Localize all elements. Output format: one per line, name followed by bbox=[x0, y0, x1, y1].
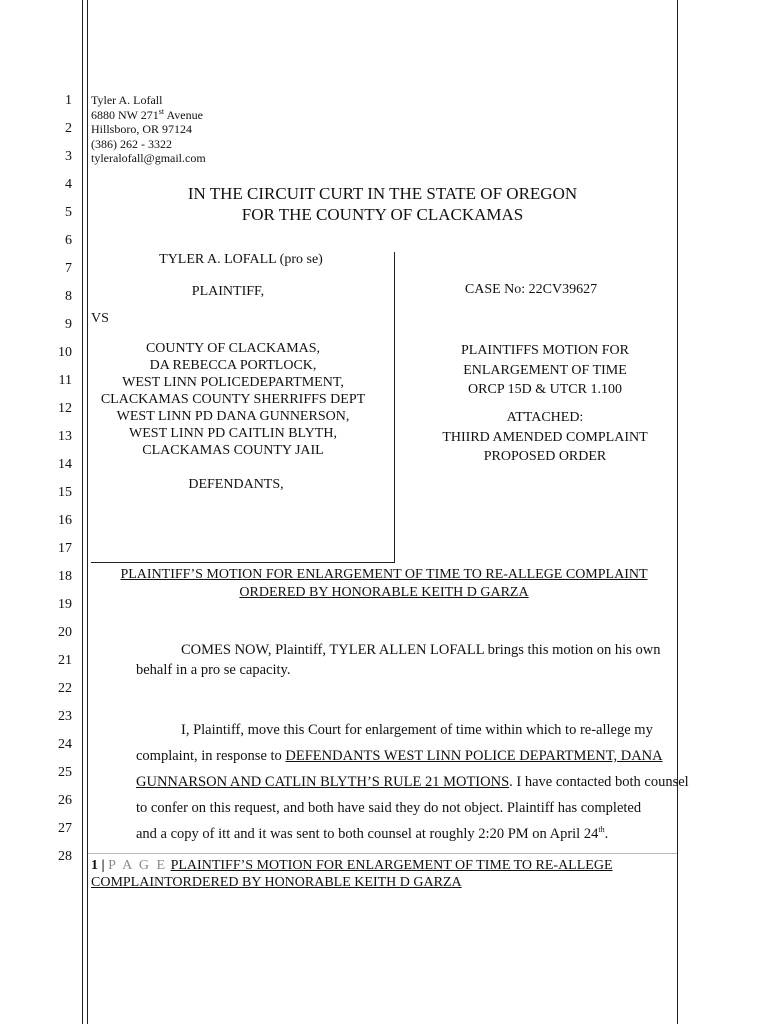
paragraph-2-line-5 bbox=[136, 821, 608, 847]
defendant-item: WEST LINN POLICEDEPARTMENT, bbox=[122, 375, 344, 390]
page-footer bbox=[91, 857, 613, 891]
party-city: Hillsboro, OR 97124 bbox=[91, 122, 193, 136]
paragraph-1-line-1: COMES NOW, Plaintiff, TYLER ALLEN LOFALL brings this motion on his own bbox=[181, 642, 661, 658]
paragraph-2-underlined-text: GUNNARSON AND CATLIN BLYTH’S RULE 21 MOTIONS bbox=[136, 774, 510, 790]
line-number: 27 bbox=[58, 821, 72, 836]
defendant-item: CLACKAMAS COUNTY SHERRIFFS DEPT bbox=[100, 392, 366, 407]
paragraph-2-text: . bbox=[604, 826, 609, 842]
line-number: 23 bbox=[58, 709, 72, 724]
line-number: 8 bbox=[65, 289, 72, 304]
defendant-item: WEST LINN PD DANA GUNNERSON, bbox=[116, 409, 350, 424]
line-number: 4 bbox=[65, 177, 72, 192]
footer-rule bbox=[88, 853, 677, 854]
court-heading-line1: IN THE CIRCUIT CURT IN THE STATE OF OREGON bbox=[187, 184, 578, 203]
plaintiff-role: PLAINTIFF, bbox=[191, 284, 265, 299]
party-email: tyleralofall@gmail.com bbox=[91, 151, 206, 165]
line-number: 9 bbox=[65, 317, 72, 332]
page-word: P A G E bbox=[108, 858, 168, 873]
motion-title-block bbox=[396, 341, 694, 400]
defendants-list bbox=[88, 340, 378, 459]
footer-title-line2: COMPLAINTORDERED BY HONORABLE KEITH D GARZA bbox=[91, 875, 462, 890]
line-number: 1 bbox=[65, 93, 72, 108]
paragraph-2-line-2 bbox=[136, 743, 663, 769]
paragraph-2-line-3 bbox=[136, 769, 689, 795]
paragraph-2-text: and a copy of itt and it was sent to both counsel at roughly 2:20 PM on April 24 bbox=[136, 826, 599, 842]
party-address-block bbox=[91, 93, 206, 166]
line-number: 20 bbox=[58, 625, 72, 640]
left-margin-rule-inner bbox=[87, 0, 88, 1024]
line-number: 11 bbox=[58, 373, 72, 388]
line-number: 12 bbox=[58, 401, 72, 416]
party-name: Tyler A. Lofall bbox=[91, 93, 163, 107]
line-number: 19 bbox=[58, 597, 72, 612]
line-number: 26 bbox=[58, 793, 72, 808]
ordinal-suffix: th bbox=[598, 825, 605, 835]
line-number: 21 bbox=[58, 653, 72, 668]
line-number: 22 bbox=[58, 681, 72, 696]
party-phone: (386) 262 - 3322 bbox=[91, 136, 172, 151]
line-number: 25 bbox=[58, 765, 72, 780]
case-number: CASE No: 22CV39627 bbox=[464, 282, 598, 297]
page-number: 1 bbox=[91, 858, 98, 873]
line-number: 15 bbox=[58, 485, 72, 500]
footer-title-line1: PLAINTIFF’S MOTION FOR ENLARGEMENT OF TIME TO RE-ALLEGE bbox=[170, 858, 613, 873]
footer-line-1 bbox=[91, 857, 613, 874]
line-number: 7 bbox=[65, 261, 72, 276]
line-number: 28 bbox=[58, 849, 72, 864]
caption-divider-horizontal bbox=[91, 562, 395, 563]
attachment-item: PROPOSED ORDER bbox=[483, 449, 607, 464]
footer-separator: | bbox=[101, 858, 105, 873]
motion-title-line: ENLARGEMENT OF TIME bbox=[463, 362, 627, 378]
paragraph-2-line-4: to confer on this request, and both have said they do not object. Plaintiff has completed bbox=[136, 800, 642, 816]
motion-title-line: ORCP 15D & UTCR 1.100 bbox=[468, 382, 622, 397]
attachments-label: ATTACHED: bbox=[506, 410, 584, 425]
paragraph-2-underlined-text: DEFENDANTS WEST LINN POLICE DEPARTMENT, DANA bbox=[285, 748, 663, 764]
line-number: 18 bbox=[58, 569, 72, 584]
street-suffix: Avenue bbox=[164, 107, 203, 122]
defendants-role: DEFENDANTS, bbox=[188, 477, 284, 492]
line-number: 2 bbox=[65, 121, 72, 136]
line-number: 16 bbox=[58, 513, 72, 528]
court-heading bbox=[88, 183, 677, 225]
court-heading-line2: FOR THE COUNTY OF CLACKAMAS bbox=[241, 205, 524, 224]
line-number: 5 bbox=[65, 205, 72, 220]
motion-title-line: PLAINTIFFS MOTION FOR bbox=[460, 343, 630, 358]
line-number: 10 bbox=[58, 345, 72, 360]
caption-divider-vertical bbox=[394, 252, 395, 563]
paragraph-2-text: complaint, in response to bbox=[136, 748, 286, 764]
defendant-item: WEST LINN PD CAITLIN BLYTH, bbox=[129, 426, 337, 441]
document-title-line1: PLAINTIFF’S MOTION FOR ENLARGEMENT OF TIME TO RE-ALLEGE COMPLAINT bbox=[120, 567, 648, 582]
document-title-line2: ORDERED BY HONORABLE KEITH D GARZA bbox=[239, 585, 529, 600]
line-number: 3 bbox=[65, 149, 72, 164]
line-number: 13 bbox=[58, 429, 72, 444]
versus-label: VS bbox=[91, 311, 109, 326]
line-number: 24 bbox=[58, 737, 72, 752]
line-number: 14 bbox=[58, 457, 72, 472]
defendant-item: DA REBECCA PORTLOCK, bbox=[149, 358, 317, 373]
party-street bbox=[91, 108, 206, 123]
street-text: 6880 NW 271 bbox=[91, 107, 159, 122]
paragraph-1-line-2: behalf in a pro se capacity. bbox=[136, 662, 291, 678]
defendant-item: COUNTY OF CLACKAMAS, bbox=[145, 341, 321, 356]
attachment-item: THIIRD AMENDED COMPLAINT bbox=[442, 429, 648, 445]
right-margin-rule bbox=[677, 0, 678, 1024]
line-number: 17 bbox=[58, 541, 72, 556]
document-title bbox=[88, 566, 680, 602]
left-margin-rule-outer bbox=[82, 0, 83, 1024]
attachments-block bbox=[396, 408, 694, 467]
street-ordinal: st bbox=[158, 106, 165, 116]
line-number: 6 bbox=[65, 233, 72, 248]
defendant-item: CLACKAMAS COUNTY JAIL bbox=[142, 443, 324, 458]
paragraph-2-text: . I have contacted both counsel bbox=[509, 774, 689, 790]
plaintiff-name: TYLER A. LOFALL (pro se) bbox=[159, 252, 323, 267]
paragraph-2-line-1: I, Plaintiff, move this Court for enlargement of time within which to re-allege my bbox=[181, 722, 653, 738]
